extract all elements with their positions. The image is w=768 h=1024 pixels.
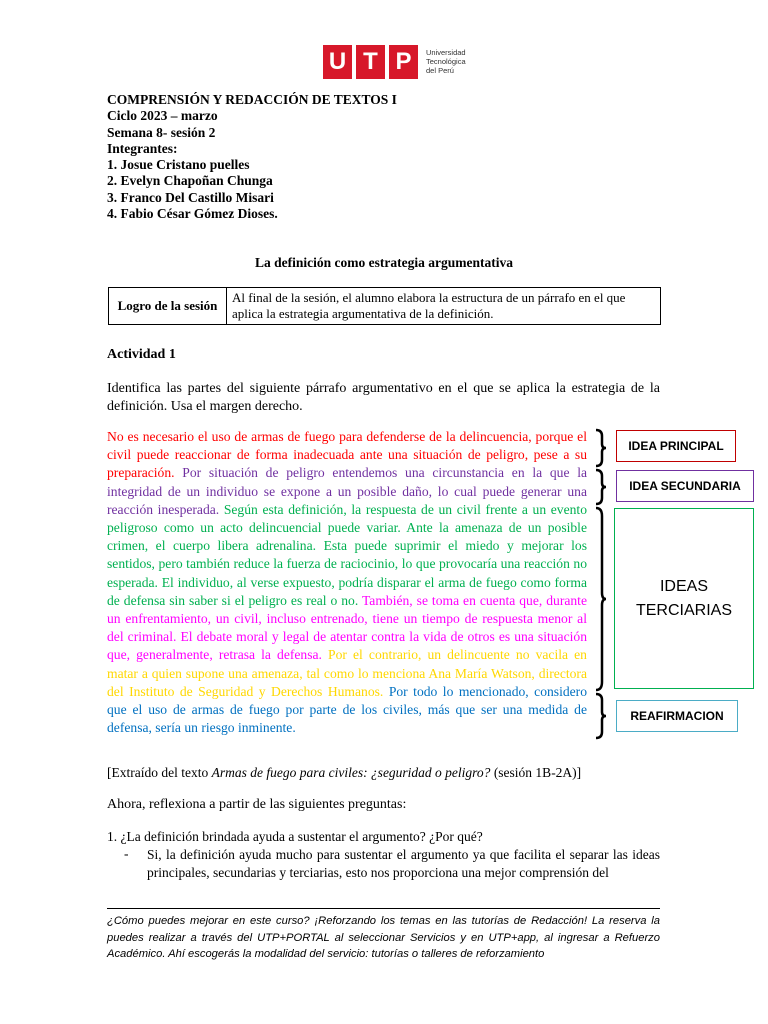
reaffirmation-text: Por todo lo mencionado, considero que el uso de armas de fuego por parte de los civiles, más que ser una medida de defensa, sería un riesgo inminente. (107, 683, 588, 736)
logo-subtitle: Universidad Tecnológica del Perú (426, 48, 466, 75)
document-title: La definición como estrategia argumentativa (255, 255, 513, 270)
logo-letter-t: T (356, 45, 385, 79)
label-tertiary-ideas (614, 508, 754, 689)
course-name: COMPRENSIÓN Y REDACCIÓN DE TEXTOS I (107, 92, 397, 107)
activity-instruction: Identifica las partes del siguiente párrafo argumentativo en el que se aplica la estrategia de la definición. Usa el margen derecho. (107, 381, 660, 414)
activity-heading: Actividad 1 (107, 347, 176, 362)
logro-text: Al final de la sesión, el alumno elabora la estructura de un párrafo en el que aplica la estrategia argumentativa de la definición. (227, 288, 661, 325)
source-citation: [Extraído del texto Armas de fuego para civiles: ¿seguridad o peligro? (sesión 1B-2A)] (107, 765, 582, 780)
argumentative-paragraph (107, 428, 587, 737)
week-session: Semana 8- sesión 2 (107, 124, 216, 140)
cycle: Ciclo 2023 – marzo (107, 108, 218, 124)
brace-tertiary (594, 506, 608, 692)
secondary-idea-text: Por situación de peligro entendemos una circunstancia en la que la integridad de un individuo se expone a un posible daño, lo cual puede generar una reacción inesperada. (107, 465, 587, 517)
logro-label: Logro de la sesión (109, 288, 227, 325)
member-item: 3. Franco Del Castillo Misari (107, 189, 274, 205)
logro-table (108, 287, 661, 325)
label-tertiary-line1: IDEAS (659, 577, 708, 595)
label-tertiary-line2: TERCIARIAS (635, 601, 732, 619)
document-header (107, 92, 397, 222)
footer-divider (107, 908, 660, 909)
label-main-idea: IDEA PRINCIPAL (616, 430, 736, 462)
brace-main (594, 428, 608, 468)
member-item: 1. Josue Cristano puelles (107, 157, 250, 173)
tertiary-idea-text-3: Por el contrario, un delincuente no vacila en matar a quien supone una amenaza, tal como lo menciona Ana María Watson, directora del Instituto de Seguridad y Derechos Humanos. (107, 647, 587, 699)
label-secondary-idea: IDEA SECUNDARIA (616, 470, 754, 502)
utp-logo (323, 45, 473, 81)
members-label: Integrantes: (107, 140, 178, 156)
brace-reaffirmation (594, 692, 608, 740)
member-item: 4. Fabio César Gómez Dioses. (107, 206, 278, 222)
main-idea-text: No es necesario el uso de armas de fuego para defenderse de la delincuencia, porque el civil puede reaccionar de forma inadecuada ante una situación de peligro, pese a su preparación. (107, 429, 587, 481)
tertiary-idea-text-1: Según esta definición, la respuesta de un civil frente a un evento peligroso como un acto delincuencial puede variar. Ante la amenaza de un posible crimen, el cuerpo libera adrenalina. Esta puede suprimir el miedo y mejorar los sentidos, pero también reduce la fuerza de raciocinio, lo que provocaría una reacción no esperada. El individuo, al verse expuesto, podría disparar el arma de fuego como forma de defensa sin saber si el peligro es real o no. (107, 501, 587, 608)
member-item: 2. Evelyn Chapoñan Chunga (107, 173, 273, 189)
brace-secondary (594, 468, 608, 506)
tertiary-idea-text-2: También, se toma en cuenta que, durante un enfrentamiento, un civil, incluso entrenado, tiene un tiempo de respuesta menor al del criminal. El debate moral y legal de atentar contra la vida de otros es una situación que, generalmente, retrasa la defensa. (107, 592, 587, 663)
footer-note: ¿Cómo puedes mejorar en este curso? ¡Reforzando los temas en las tutorías de Redacción! La reserva la puedes realizar a través del UTP+PORTAL al seleccionar Servicios y en UTP+app, al ingresar a Refuerzo Académico. Ahí escogerás la modalidad del servicio: tutorías o talleres de reforzamiento (107, 915, 660, 960)
logo-letter-p: P (389, 45, 418, 79)
answer-1: Si, la definición ayuda mucho para sustentar el argumento ya que facilita el separar las ideas principales, secundarias y terciarias, esto nos proporciona una mejor comprensión del (147, 847, 660, 880)
label-reaffirmation: REAFIRMACION (616, 700, 738, 732)
source-title: Armas de fuego para civiles: ¿seguridad o peligro? (211, 765, 491, 780)
answer-bullet: - (124, 846, 129, 861)
questions-intro: Ahora, reflexiona a partir de las siguientes preguntas: (107, 797, 407, 812)
question-1: 1. ¿La definición brindada ayuda a sustentar el argumento? ¿Por qué? (107, 829, 483, 844)
logo-letter-u: U (323, 45, 352, 79)
